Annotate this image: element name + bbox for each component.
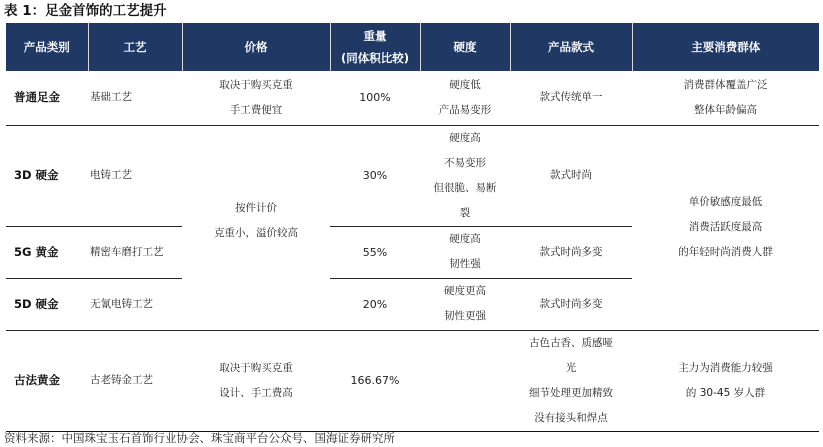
row-craft: 古老铸金工艺	[88, 330, 182, 431]
consumer-line: 主力为消费能力较强	[678, 361, 773, 374]
table-row	[6, 330, 819, 431]
row-style	[510, 71, 632, 125]
row-hardness	[420, 278, 510, 330]
header-craft: 工艺	[88, 23, 182, 71]
hardness-line: 韧性强	[449, 258, 481, 270]
price-line: 取决于购买克重	[219, 361, 293, 374]
price-line: 按件计价	[235, 201, 277, 214]
row-category: 5G 黄金	[6, 226, 88, 278]
row-hardness	[420, 330, 510, 431]
header-weight	[330, 23, 420, 71]
hardness-line: 硬度高	[449, 233, 481, 245]
consumer-line: 单价敏感度最低	[688, 196, 763, 208]
row-hardness	[420, 226, 510, 278]
style-line: 光	[565, 361, 577, 374]
hardness-line: 韧性更强	[444, 310, 486, 322]
header-style: 产品款式	[510, 23, 632, 71]
table-row	[6, 125, 819, 226]
row-category: 古法黄金	[6, 330, 88, 431]
row-weight: 20%	[330, 278, 420, 330]
price-line: 设计、手工费高	[219, 386, 293, 399]
gold-craft-table	[6, 23, 819, 432]
table-title: 表 1：足金首饰的工艺提升	[4, 3, 167, 19]
row-style	[510, 330, 632, 431]
row-weight: 30%	[330, 125, 420, 226]
header-weight-line1: 重量	[363, 29, 387, 43]
style-line: 款式时尚	[550, 169, 592, 181]
row-hardness	[420, 71, 510, 125]
row-craft: 电铸工艺	[88, 125, 182, 226]
consumer-line: 的年轻时尚消费人群	[678, 246, 773, 258]
header-row	[6, 23, 819, 71]
hardness-line: 不易变形	[444, 156, 486, 169]
row-style	[510, 226, 632, 278]
merged-consumer-cell	[632, 125, 819, 330]
style-line: 没有接头和焊点	[534, 411, 608, 424]
price-line: 手工费便宜	[229, 103, 283, 116]
row-weight: 100%	[330, 71, 420, 125]
row-weight: 166.67%	[330, 330, 420, 431]
row-craft: 无氰电铸工艺	[88, 278, 182, 330]
price-line: 克重小，溢价较高	[214, 226, 298, 239]
merged-price-cell	[182, 125, 330, 330]
style-line: 细节处理更加精致	[529, 386, 613, 399]
header-price: 价格	[182, 23, 330, 71]
hardness-line: 硬度低	[449, 78, 481, 91]
row-price	[182, 71, 330, 125]
row-category: 5D 硬金	[6, 278, 88, 330]
consumer-line: 整体年龄偏高	[694, 103, 757, 116]
style-line: 古色古香、质感哑	[529, 336, 613, 349]
row-style	[510, 278, 632, 330]
hardness-line: 但很脆、易断	[433, 181, 497, 194]
style-line: 款式时尚多变	[539, 297, 603, 310]
source-note: 资料来源：中国珠宝玉石首饰行业协会、珠宝商平台公众号、国海证券研究所	[4, 431, 395, 445]
table-row	[6, 71, 819, 125]
header-consumer: 主要消费群体	[632, 23, 819, 71]
price-line: 取决于购买克重	[219, 78, 293, 91]
row-consumer	[632, 330, 819, 431]
hardness-line: 裂	[459, 206, 471, 219]
hardness-line: 硬度高	[449, 131, 481, 144]
row-weight: 55%	[330, 226, 420, 278]
header-hardness: 硬度	[420, 23, 510, 71]
header-category: 产品类别	[6, 23, 88, 71]
row-category: 3D 硬金	[6, 125, 88, 226]
row-category: 普通足金	[6, 71, 88, 125]
consumer-line: 的 30-45 岁人群	[685, 386, 766, 399]
row-consumer	[632, 71, 819, 125]
consumer-line: 消费群体覆盖广泛	[683, 78, 768, 91]
row-hardness	[420, 125, 510, 226]
hardness-line: 产品易变形	[438, 103, 492, 116]
style-line: 款式时尚多变	[539, 245, 603, 258]
style-line: 款式传统单一	[539, 91, 603, 104]
hardness-line: 硬度更高	[444, 285, 486, 297]
row-price	[182, 330, 330, 431]
header-weight-line2: (同体积比较)	[340, 51, 409, 65]
row-craft: 精密车磨打工艺	[88, 226, 182, 278]
row-craft: 基础工艺	[88, 71, 182, 125]
row-style	[510, 125, 632, 226]
consumer-line: 消费活跃度最高	[688, 221, 763, 233]
